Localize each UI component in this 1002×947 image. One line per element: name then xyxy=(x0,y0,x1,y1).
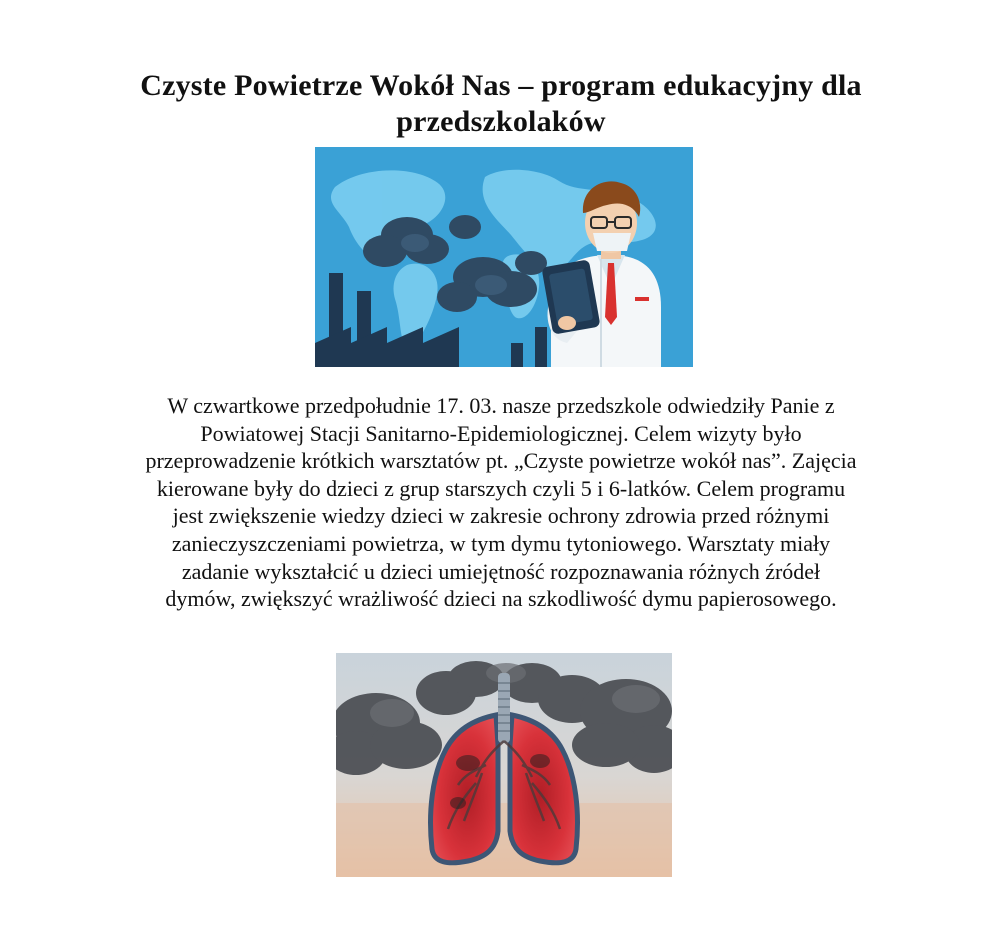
scientist-pollution-icon xyxy=(315,147,693,367)
paragraph-line: zadanie wykształcić u dzieci umiejętność rozpoznawania różnych źródeł xyxy=(181,558,821,584)
paragraph-line: przeprowadzenie krótkich warsztatów pt. „Czyste powietrze wokół nas”. Zajęcia xyxy=(145,448,857,474)
paragraph-line: jest zwiększenie wiedzy dzieci w zakresie ochrony zdrowia przed różnymi xyxy=(172,503,830,529)
paragraph-line: zanieczyszczeniami powietrza, w tym dymu tytoniowego. Warsztaty miały xyxy=(171,530,831,556)
lungs-smoke-illustration xyxy=(336,653,672,877)
scientist-pollution-illustration xyxy=(315,147,693,367)
title-line: Czyste Powietrze Wokół Nas – program edukacyjny dla xyxy=(140,69,862,103)
paragraph-line: dymów, zwiększyć wrażliwość dzieci na szkodliwość dymu papierosowego. xyxy=(165,586,837,612)
article-paragraph xyxy=(70,392,932,613)
paragraph-line: W czwartkowe przedpołudnie 17. 03. nasze przedszkole odwiedziły Panie z xyxy=(167,393,835,418)
paragraph-line: Powiatowej Stacji Sanitarno-Epidemiologicznej. Celem wizyty było xyxy=(200,420,802,446)
lungs-smoke-icon xyxy=(336,653,672,877)
page-title xyxy=(70,68,932,140)
title-line: przedszkolaków xyxy=(396,105,606,139)
paragraph-line: kierowane były do dzieci z grup starszych czyli 5 i 6-latków. Celem programu xyxy=(156,475,846,501)
